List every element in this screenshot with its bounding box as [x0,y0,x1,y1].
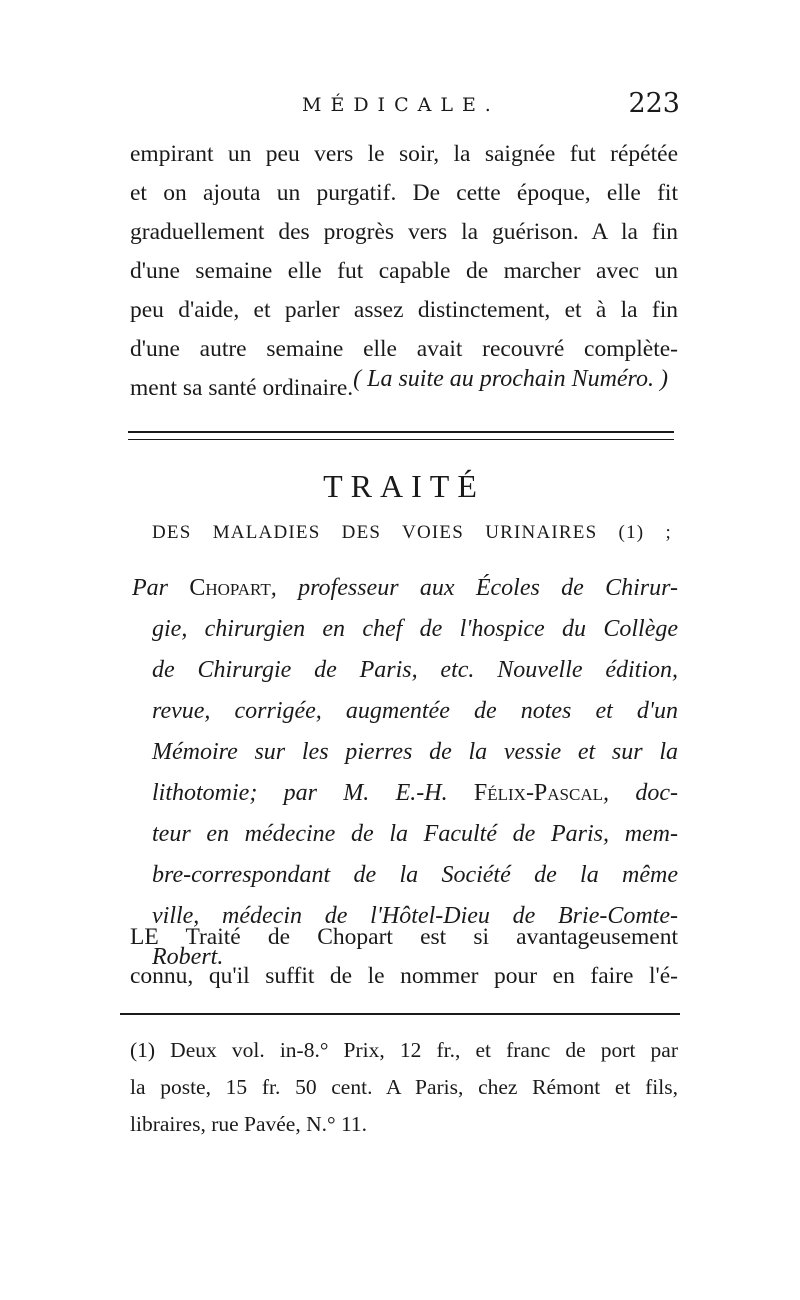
page-number: 223 [628,88,680,119]
text-line: d'une autre semaine elle avait recouvré complète- [130,336,678,362]
text-line: connu, qu'il suffit de le nommer pour en faire l'é- [130,963,678,989]
text-line: graduellement des progrès vers la guérison. A la fin [130,219,678,245]
description-line: teur en médecine de la Faculté de Paris, mem- [152,821,678,847]
footnote [130,1032,678,1143]
body-paragraph-2 [130,918,678,996]
footnote-divider [120,1013,680,1015]
description-line: revue, corrigée, augmentée de notes et d'un [152,698,678,724]
section-subtitle: DES MALADIES DES VOIES URINAIRES (1) ; [152,522,672,543]
text-line: empirant un peu vers le soir, la saignée fut répétée [130,141,678,167]
page-header [130,88,680,128]
text-line: ment sa santé ordinaire. [130,375,354,401]
description-line: ville, médecin de l'Hôtel-Dieu de Brie-Comte- [152,903,678,929]
description-line: Robert. [152,944,224,970]
book-description [132,568,678,978]
text-line: d'une semaine elle fut capable de marcher avec un [130,258,678,284]
description-line: de Chirurgie de Paris, etc. Nouvelle édition, [152,657,678,683]
footnote-line: libraires, rue Pavée, N.° 11. [130,1112,368,1136]
footnote-line: (1) Deux vol. in-8.° Prix, 12 fr., et franc de port par [130,1038,678,1062]
section-title: TRAITÉ [323,468,485,504]
text-line: peu d'aide, et parler assez distinctement, et à la fin [130,297,678,323]
description-line: bre-correspondant de la Société de la même [152,862,678,888]
section-divider [128,431,674,440]
description-line: gie, chirurgien en chef de l'hospice du Collège [152,616,678,642]
text-line: LE Traité de Chopart est si avantageusement [130,924,678,950]
text-line: et on ajouta un purgatif. De cette époque, elle fit [130,180,678,206]
continuation-note: ( La suite au prochain Numéro. ) [353,366,668,392]
running-head: MÉDICALE. [302,94,500,116]
footnote-line: la poste, 15 fr. 50 cent. A Paris, chez Rémont et fils, [130,1075,678,1099]
description-line: Mémoire sur les pierres de la vessie et sur la [152,739,678,765]
description-line: Par Chopart, professeur aux Écoles de Chirur- [132,575,678,601]
description-line: lithotomie; par M. E.-H. Félix-Pascal, doc- [152,780,678,806]
